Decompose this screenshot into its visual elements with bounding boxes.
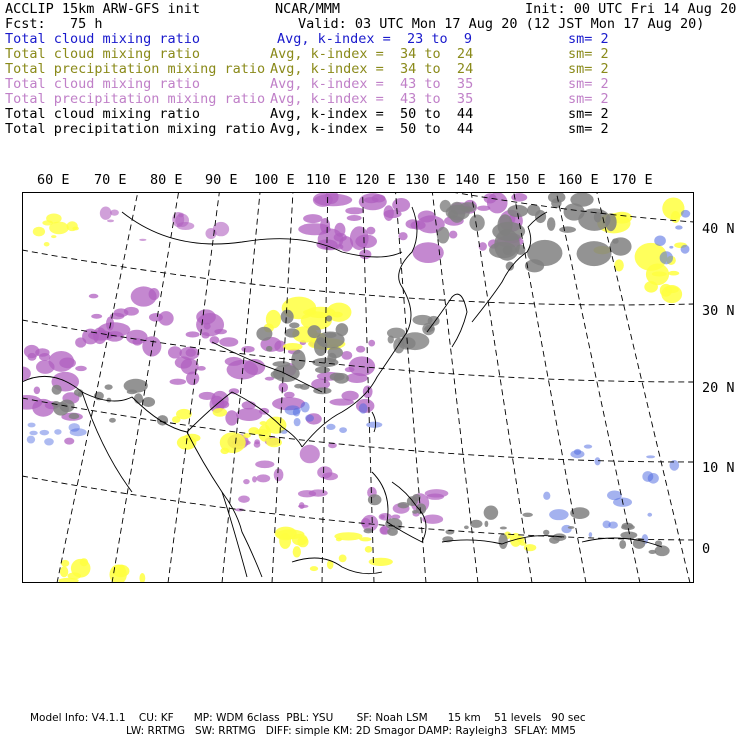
- deep-cloud-area: [272, 361, 290, 367]
- high-cloud-area: [186, 331, 200, 337]
- deep-cloud-area: [527, 240, 562, 266]
- low-cloud-area: [669, 246, 673, 249]
- high-cloud-area: [149, 288, 160, 300]
- high-cloud-area: [177, 222, 195, 230]
- deep-cloud-area: [610, 237, 632, 255]
- deep-cloud-area: [437, 227, 449, 244]
- high-cloud-area: [336, 244, 344, 250]
- high-cloud-area: [100, 207, 112, 220]
- deep-cloud-area: [470, 520, 483, 528]
- deep-cloud-area: [326, 315, 332, 321]
- high-cloud-area: [347, 215, 362, 221]
- deep-cloud-area: [315, 367, 330, 374]
- mid-cloud-area: [139, 573, 145, 583]
- deep-cloud-area: [499, 534, 508, 549]
- deep-cloud-area: [527, 204, 540, 216]
- deep-cloud-area: [484, 505, 499, 519]
- high-cloud-area: [225, 357, 243, 366]
- deep-cloud-area: [469, 215, 484, 231]
- low-cloud-area: [549, 509, 568, 520]
- deep-cloud-area: [142, 397, 155, 407]
- high-cloud-area: [149, 313, 163, 322]
- deep-cloud-area: [484, 521, 488, 527]
- low-cloud-area: [294, 418, 301, 426]
- low-cloud-area: [27, 436, 35, 444]
- longitude-label: 130 E: [405, 172, 446, 188]
- deep-cloud-area: [105, 384, 113, 389]
- high-cloud-area: [242, 401, 256, 410]
- low-cloud-area: [660, 251, 673, 264]
- mid-cloud-area: [665, 286, 679, 293]
- longitude-label: 110 E: [306, 172, 347, 188]
- low-cloud-area: [305, 415, 314, 422]
- low-cloud-area: [543, 492, 550, 500]
- high-cloud-area: [204, 323, 211, 330]
- mid-cloud-area: [671, 211, 681, 223]
- deep-cloud-area: [398, 502, 410, 508]
- deep-cloud-area: [316, 331, 344, 348]
- high-cloud-area: [355, 235, 377, 249]
- latitude-label: 30 N: [702, 303, 735, 319]
- high-cloud-area: [252, 476, 257, 482]
- high-cloud-area: [487, 192, 508, 213]
- deep-cloud-area: [289, 322, 299, 328]
- low-cloud-area: [326, 424, 335, 430]
- deep-cloud-area: [109, 418, 116, 423]
- latitude-label: 0: [702, 541, 711, 557]
- high-cloud-area: [449, 231, 457, 239]
- high-cloud-area: [24, 345, 40, 358]
- model-title: ACCLIP 15km ARW-GFS init: [5, 1, 201, 17]
- longitude-label: 170 E: [612, 172, 653, 188]
- low-cloud-area: [647, 513, 652, 517]
- low-cloud-area: [646, 455, 655, 458]
- deep-cloud-area: [413, 315, 433, 325]
- latitude-label: 40 N: [702, 221, 735, 237]
- deep-cloud-area: [649, 550, 657, 554]
- deep-cloud-area: [655, 545, 670, 556]
- high-cloud-area: [364, 197, 379, 203]
- low-cloud-area: [40, 430, 50, 435]
- deep-cloud-area: [52, 385, 62, 395]
- deep-cloud-area: [363, 528, 373, 533]
- longitude-label: 80 E: [150, 172, 183, 188]
- legend-smoothing: sm= 2: [568, 76, 609, 92]
- high-cloud-area: [254, 441, 261, 448]
- mid-cloud-area: [266, 310, 281, 329]
- mid-cloud-area: [369, 558, 393, 566]
- high-cloud-area: [219, 337, 238, 346]
- high-cloud-area: [89, 294, 99, 299]
- longitude-label: 90 E: [205, 172, 238, 188]
- mid-cloud-area: [51, 235, 56, 238]
- low-cloud-area: [681, 245, 690, 254]
- high-cloud-area: [379, 526, 388, 534]
- mid-cloud-area: [524, 544, 537, 551]
- low-cloud-area: [584, 445, 592, 449]
- low-cloud-area: [654, 236, 666, 246]
- valid-time: Valid: 03 UTC Mon 17 Aug 20 (12 JST Mon 17 Aug 20): [298, 16, 705, 32]
- high-cloud-area: [186, 349, 196, 357]
- high-cloud-area: [107, 220, 114, 223]
- longitude-label: 150 E: [505, 172, 546, 188]
- longitude-label: 120 E: [355, 172, 396, 188]
- mid-cloud-area: [365, 546, 373, 553]
- deep-cloud-area: [464, 525, 469, 529]
- high-cloud-area: [124, 307, 139, 316]
- forecast-map: [22, 192, 694, 583]
- low-cloud-area: [300, 402, 309, 413]
- mid-cloud-area: [60, 566, 68, 577]
- mid-cloud-area: [283, 343, 303, 350]
- deep-cloud-area: [551, 198, 561, 208]
- deep-cloud-area: [313, 387, 331, 394]
- deep-cloud-area: [387, 528, 398, 536]
- deep-cloud-area: [368, 494, 382, 505]
- high-cloud-area: [91, 314, 102, 319]
- mid-cloud-area: [359, 537, 371, 541]
- high-cloud-area: [48, 351, 74, 372]
- high-cloud-area: [186, 371, 199, 385]
- center-name: NCAR/MMM: [275, 1, 341, 17]
- high-cloud-area: [511, 193, 527, 201]
- mid-cloud-area: [213, 408, 227, 417]
- mid-cloud-area: [279, 533, 291, 549]
- init-time: Init: 00 UTC Fri 14 Aug 20: [525, 1, 737, 17]
- model-info-line2: LW: RRTMG SW: RRTMG DIFF: simple KM: 2D Smagor DAMP: Rayleigh3 SFLAY: MM5: [126, 725, 576, 737]
- mid-cloud-area: [46, 213, 62, 223]
- deep-cloud-area: [446, 205, 470, 220]
- high-cloud-area: [345, 207, 364, 214]
- legend-field-name: Total cloud mixing ratio: [5, 46, 201, 62]
- high-cloud-area: [392, 198, 410, 212]
- low-cloud-area: [339, 427, 347, 433]
- high-cloud-area: [341, 351, 352, 360]
- deep-cloud-area: [547, 217, 555, 231]
- high-cloud-area: [197, 366, 206, 371]
- low-cloud-area: [366, 422, 382, 428]
- low-cloud-area: [681, 210, 690, 218]
- mid-cloud-area: [293, 546, 301, 557]
- deep-cloud-area: [594, 212, 602, 223]
- low-cloud-area: [603, 520, 611, 528]
- high-cloud-area: [64, 438, 74, 445]
- high-cloud-area: [139, 239, 146, 241]
- legend-avg-range: Avg, k-index = 50 to 44: [270, 121, 474, 137]
- legend-field-name: Total cloud mixing ratio: [5, 106, 201, 122]
- high-cloud-area: [170, 379, 187, 385]
- high-cloud-area: [175, 356, 192, 368]
- deep-cloud-area: [494, 229, 520, 261]
- low-cloud-area: [595, 457, 601, 465]
- low-cloud-area: [570, 450, 584, 458]
- legend-smoothing: sm= 2: [568, 121, 609, 137]
- latitude-label: 10 N: [702, 460, 735, 476]
- legend-field-name: Total cloud mixing ratio: [5, 31, 201, 47]
- deep-cloud-area: [334, 373, 349, 384]
- deep-cloud-area: [605, 213, 616, 231]
- forecast-hour: Fcst: 75 h: [5, 16, 103, 32]
- mid-cloud-area: [61, 560, 69, 567]
- low-cloud-area: [642, 471, 653, 482]
- deep-cloud-area: [564, 203, 585, 220]
- legend-smoothing: sm= 2: [568, 46, 609, 62]
- high-cloud-area: [211, 391, 228, 409]
- legend-field-name: Total cloud mixing ratio: [5, 76, 201, 92]
- deep-cloud-area: [503, 245, 513, 255]
- low-cloud-area: [589, 532, 593, 537]
- high-cloud-area: [274, 468, 284, 481]
- low-cloud-area: [561, 525, 571, 533]
- high-cloud-area: [214, 329, 227, 334]
- high-cloud-area: [225, 410, 238, 425]
- deep-cloud-area: [500, 527, 507, 530]
- high-cloud-area: [168, 346, 182, 358]
- mid-cloud-area: [668, 271, 679, 276]
- legend-field-name: Total precipitation mixing ratio: [5, 61, 266, 77]
- legend-field-name: Total precipitation mixing ratio: [5, 91, 266, 107]
- high-cloud-area: [256, 474, 270, 482]
- legend-avg-range: Avg, k-index = 34 to 24: [270, 61, 474, 77]
- high-cloud-area: [341, 391, 358, 401]
- high-cloud-area: [238, 495, 250, 502]
- high-cloud-area: [241, 346, 254, 353]
- mid-cloud-area: [67, 221, 78, 231]
- low-cloud-area: [675, 225, 682, 229]
- low-cloud-area: [54, 429, 61, 435]
- high-cloud-area: [320, 218, 330, 233]
- deep-cloud-area: [134, 393, 143, 403]
- high-cloud-area: [284, 392, 295, 398]
- high-cloud-area: [361, 518, 371, 527]
- longitude-label: 140 E: [455, 172, 496, 188]
- deep-cloud-area: [284, 328, 299, 337]
- latitude-label: 20 N: [702, 380, 735, 396]
- deep-cloud-area: [568, 526, 575, 529]
- mid-cloud-area: [44, 242, 50, 246]
- mid-cloud-area: [71, 559, 91, 578]
- mid-cloud-area: [292, 534, 308, 546]
- deep-cloud-area: [385, 518, 402, 529]
- deep-cloud-area: [387, 328, 406, 339]
- high-cloud-area: [34, 386, 40, 394]
- high-cloud-area: [75, 337, 86, 347]
- legend-field-name: Total precipitation mixing ratio: [5, 121, 266, 137]
- high-cloud-area: [199, 392, 216, 400]
- mid-cloud-area: [220, 432, 246, 453]
- low-cloud-area: [28, 423, 36, 428]
- mid-cloud-area: [339, 555, 347, 563]
- legend-avg-range: Avg, k-index = 34 to 24: [270, 46, 474, 62]
- high-cloud-area: [236, 408, 262, 421]
- mid-cloud-area: [176, 409, 192, 420]
- deep-cloud-area: [281, 310, 294, 324]
- low-cloud-area: [607, 490, 622, 500]
- deep-cloud-area: [549, 537, 560, 544]
- high-cloud-area: [380, 515, 385, 519]
- longitude-label: 60 E: [37, 172, 70, 188]
- mid-cloud-area: [33, 227, 45, 237]
- high-cloud-area: [356, 346, 365, 353]
- mid-cloud-area: [310, 566, 318, 571]
- longitude-label: 100 E: [254, 172, 295, 188]
- deep-cloud-area: [559, 226, 576, 232]
- longitude-label: 160 E: [558, 172, 599, 188]
- high-cloud-area: [303, 214, 322, 223]
- legend-avg-range: Avg, k-index = 43 to 35: [270, 76, 474, 92]
- high-cloud-area: [75, 366, 87, 371]
- high-cloud-area: [110, 210, 119, 216]
- deep-cloud-area: [522, 513, 532, 517]
- low-cloud-area: [29, 431, 37, 436]
- legend-avg-range: Avg, k-index = 23 to 9: [277, 31, 473, 47]
- high-cloud-area: [398, 232, 407, 240]
- high-cloud-area: [298, 490, 316, 497]
- legend-smoothing: sm= 2: [568, 31, 609, 47]
- low-cloud-area: [69, 423, 80, 432]
- high-cloud-area: [243, 479, 250, 484]
- deep-cloud-area: [543, 530, 549, 536]
- deep-cloud-area: [124, 379, 148, 393]
- deep-cloud-area: [619, 540, 626, 549]
- high-cloud-area: [426, 493, 444, 499]
- high-cloud-area: [201, 332, 209, 338]
- legend-smoothing: sm= 2: [568, 91, 609, 107]
- high-cloud-area: [317, 466, 332, 478]
- high-cloud-area: [368, 340, 375, 347]
- low-cloud-area: [359, 403, 368, 413]
- deep-cloud-area: [328, 347, 343, 358]
- high-cloud-area: [279, 382, 288, 392]
- deep-cloud-area: [621, 524, 635, 530]
- deep-cloud-area: [294, 384, 303, 389]
- low-cloud-area: [44, 438, 54, 445]
- high-cloud-area: [255, 460, 274, 468]
- longitude-label: 70 E: [94, 172, 127, 188]
- legend-avg-range: Avg, k-index = 50 to 44: [270, 106, 474, 122]
- low-cloud-area: [293, 408, 300, 416]
- deep-cloud-area: [266, 346, 272, 352]
- deep-cloud-area: [69, 413, 80, 419]
- legend-smoothing: sm= 2: [568, 61, 609, 77]
- deep-cloud-area: [577, 241, 612, 266]
- high-cloud-area: [298, 505, 309, 508]
- high-cloud-area: [359, 249, 371, 259]
- high-cloud-area: [384, 205, 394, 221]
- high-cloud-area: [300, 445, 320, 463]
- deep-cloud-area: [256, 327, 272, 341]
- legend-smoothing: sm= 2: [568, 106, 609, 122]
- mid-cloud-area: [334, 532, 362, 540]
- model-info-line1: Model Info: V4.1.1 CU: KF MP: WDM 6class PBL: YSU SF: Noah LSM 15 km 51 levels 90 sec: [30, 712, 586, 724]
- mid-cloud-area: [49, 222, 69, 235]
- legend-avg-range: Avg, k-index = 43 to 35: [270, 91, 474, 107]
